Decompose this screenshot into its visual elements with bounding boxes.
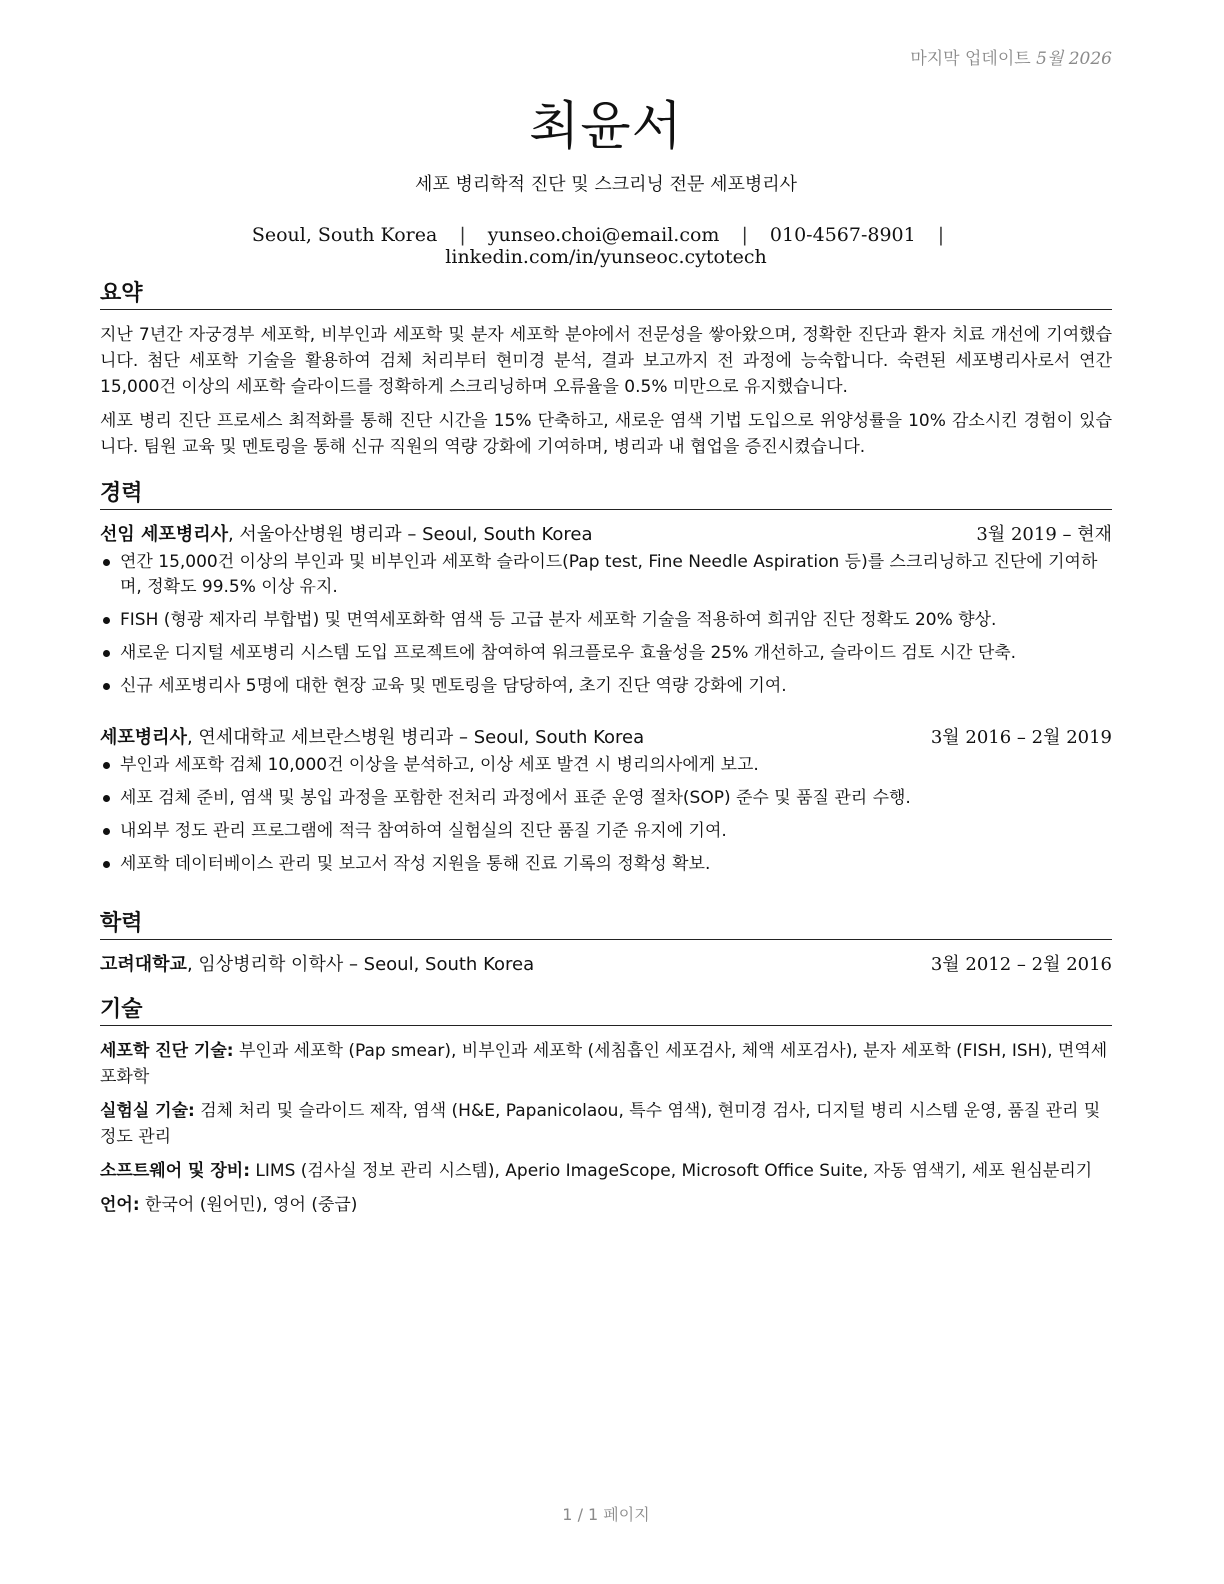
- list-item: 내외부 정도 관리 프로그램에 적극 참여하여 실험실의 진단 품질 기준 유지에 기여.: [100, 819, 1112, 844]
- contact-email[interactable]: yunseo.choi@email.com: [487, 224, 720, 246]
- candidate-subtitle: 세포 병리학적 진단 및 스크리닝 전문 세포병리사: [414, 174, 798, 195]
- job-header: [100, 723, 1112, 749]
- list-item: 세포 검체 준비, 염색 및 봉입 과정을 포함한 전처리 과정에서 표준 운영 절차(SOP) 준수 및 품질 관리 수행.: [100, 786, 1112, 811]
- summary-section: [100, 276, 1112, 460]
- contact-phone: 010-4567-8901: [769, 224, 916, 246]
- contact-location: Seoul, South Korea: [251, 224, 438, 246]
- skill-item: [100, 1158, 1112, 1184]
- skill-label: 소프트웨어 및 장비:: [100, 1161, 251, 1181]
- job-role: 선임 세포병리사: [100, 524, 228, 545]
- contact-separator: |: [459, 224, 466, 246]
- skill-item: [100, 1098, 1112, 1150]
- skill-item: [100, 1038, 1112, 1090]
- job-org: , 연세대학교 세브란스병원 병리과 – Seoul, South Korea: [186, 727, 645, 748]
- list-item: 부인과 세포학 검체 10,000건 이상을 분석하고, 이상 세포 발견 시 병리의사에게 보고.: [100, 753, 1112, 778]
- degree: , 임상병리학 이학사 – Seoul, South Korea: [186, 954, 535, 975]
- updated-year: 2026: [1068, 49, 1112, 69]
- contact-separator: |: [741, 224, 748, 246]
- list-item: 새로운 디지털 세포병리 시스템 도입 프로젝트에 참여하여 워크플로우 효율성을 25% 개선하고, 슬라이드 검토 시간 단축.: [100, 641, 1112, 666]
- job-bullets: [100, 550, 1112, 699]
- contact-linkedin[interactable]: linkedin.com/in/yunseoc.cytotech: [445, 246, 767, 268]
- section-title-summary: 요약: [100, 276, 1112, 310]
- school-name: 고려대학교: [100, 954, 187, 975]
- job-bullets: [100, 753, 1112, 877]
- skill-text: 부인과 세포학 (Pap smear), 비부인과 세포학 (세침흡인 세포검사, 체액 세포검사), 분자 세포학 (FISH, ISH), 면역세포화학: [100, 1041, 1108, 1087]
- job-org: , 서울아산병원 병리과 – Seoul, South Korea: [227, 524, 593, 545]
- updated-month: 5월: [1036, 49, 1064, 69]
- skill-label: 실험실 기술:: [100, 1101, 195, 1121]
- education-dates: 3월 2012 – 2월 2016: [930, 954, 1112, 975]
- last-updated: 마지막 업데이트 5월 2026: [910, 49, 1112, 69]
- education-section: [100, 906, 1112, 976]
- job-header: [100, 520, 1112, 546]
- list-item: FISH (형광 제자리 부합법) 및 면역세포화학 염색 등 고급 분자 세포학 기술을 적용하여 희귀암 진단 정확도 20% 향상.: [100, 608, 1112, 633]
- skill-label: 언어:: [100, 1195, 140, 1215]
- education-header: [100, 950, 1112, 976]
- skills-section: [100, 992, 1112, 1218]
- skill-text: LIMS (검사실 정보 관리 시스템), Aperio ImageScope, Microsoft Office Suite, 자동 염색기, 세포 원심분리기: [250, 1161, 1093, 1181]
- section-title-skills: 기술: [100, 992, 1112, 1026]
- contact-line: [100, 224, 1112, 268]
- skill-item: [100, 1192, 1112, 1218]
- skill-text: 검체 처리 및 슬라이드 제작, 염색 (H&E, Papanicolaou, 특수 염색), 현미경 검사, 디지털 병리 시스템 운영, 품질 관리 및 정도 관리: [100, 1101, 1101, 1147]
- candidate-name: 최윤서: [529, 97, 683, 157]
- skill-text: 한국어 (원어민), 영어 (중급): [139, 1195, 358, 1215]
- section-title-experience: 경력: [100, 476, 1112, 510]
- list-item: 세포학 데이터베이스 관리 및 보고서 작성 지원을 통해 진료 기록의 정확성 확보.: [100, 852, 1112, 877]
- page-number: 1 / 1 페이지: [562, 1505, 650, 1524]
- job-dates: 3월 2019 – 현재: [976, 524, 1112, 545]
- list-item: 신규 세포병리사 5명에 대한 현장 교육 및 멘토링을 담당하여, 초기 진단 역량 강화에 기여.: [100, 674, 1112, 699]
- experience-section: [100, 476, 1112, 885]
- skill-label: 세포학 진단 기술:: [100, 1041, 234, 1061]
- contact-separator: |: [937, 224, 945, 246]
- section-title-education: 학력: [100, 906, 1112, 940]
- summary-paragraph: 지난 7년간 자궁경부 세포학, 비부인과 세포학 및 분자 세포학 분야에서 전문성을 쌓아왔으며, 정확한 진단과 환자 치료 개선에 기여했습니다. 첨단 세포학 기술을 활용하여 검체 처리부터 현미경 분석, 결과 보고까지 전 과정에 능숙합니다. 숙련된 세포병리사로서 연간 15,000건 이상의 세포학 슬라이드를 정확하게 스크리닝하며 오류율을 0.5% 미만으로 유지했습니다.: [100, 325, 1112, 397]
- list-item: 연간 15,000건 이상의 부인과 및 비부인과 세포학 슬라이드(Pap test, Fine Needle Aspiration 등)를 스크리닝하고 진단에 기여하며, 정확도 99.5% 이상 유지.: [100, 550, 1112, 600]
- job-dates: 3월 2016 – 2월 2019: [930, 727, 1112, 748]
- job-role: 세포병리사: [100, 727, 187, 748]
- resume-page: [100, 0, 1112, 1584]
- summary-paragraph: 세포 병리 진단 프로세스 최적화를 통해 진단 시간을 15% 단축하고, 새로운 염색 기법 도입으로 위양성률을 10% 감소시킨 경험이 있습니다. 팀원 교육 및 멘토링을 통해 신규 직원의 역량 강화에 기여하며, 병리과 내 협업을 증진시켰습니다.: [100, 411, 1112, 457]
